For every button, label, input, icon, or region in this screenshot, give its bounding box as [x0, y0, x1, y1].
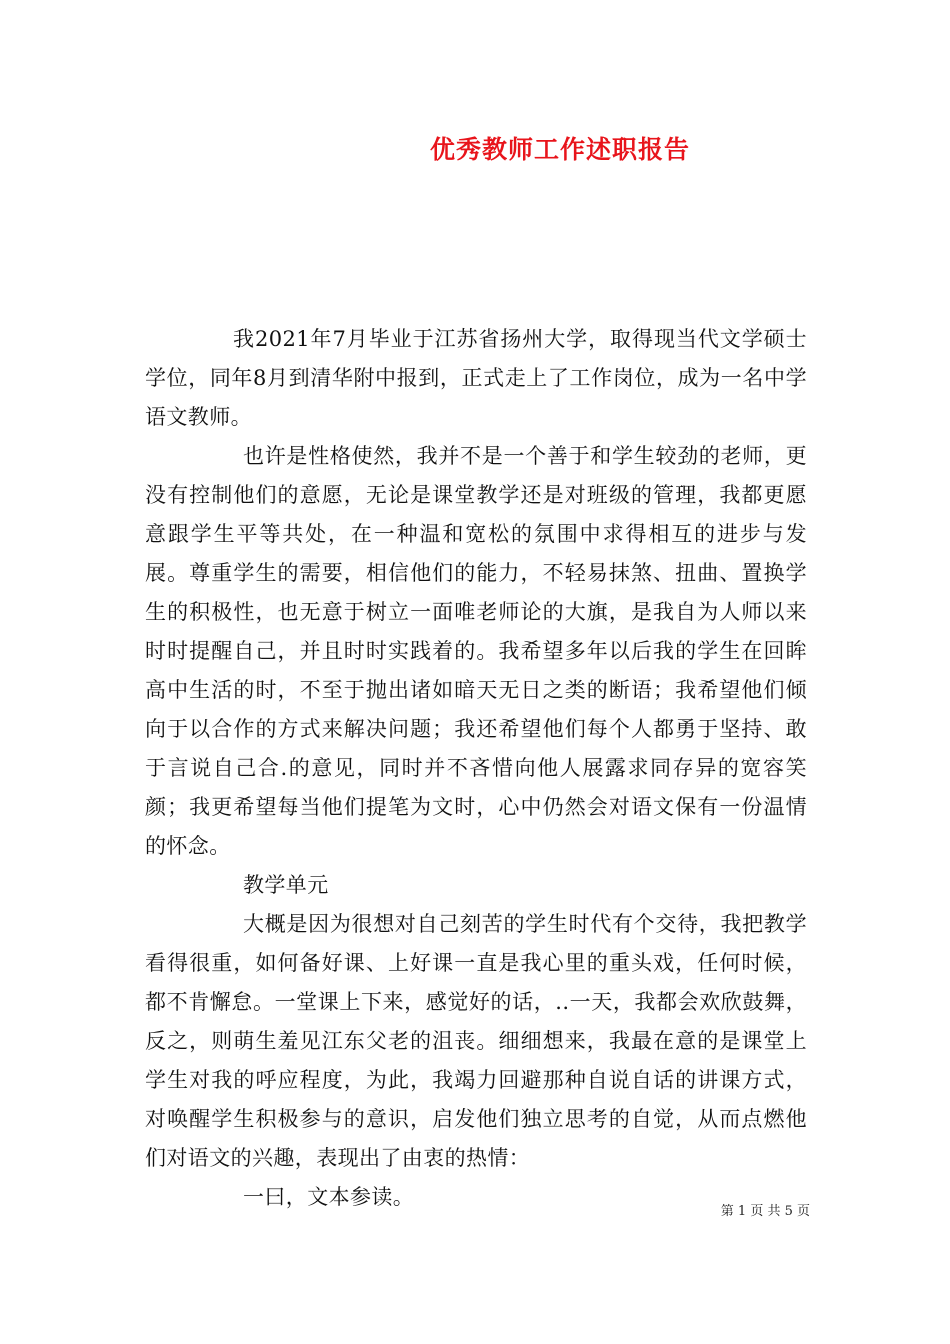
section-heading: 教学单元 — [243, 873, 329, 897]
paragraph-philosophy: 也许是性格使然，我并不是一个善于和学生较劲的老师，更没有控制他们的意愿，无论是课堂教学还是对班级的管理，我都更愿意跟学生平等共处，在一种温和宽松的氛围中求得相互的进步与发展。尊重学生的需要，相信他们的能力，不轻易抹煞、扭曲、置换学生的积极性，也无意于树立一面唯老师论的大旗，是我自为人师以来时时提醒自己，并且时时实践着的。我希望多年以后我的学生在回眸高中生活的时，不至于抛出诸如暗天无日之类的断语；我希望他们倾向于以合作的方式来解决问题；我还希望他们每个人都勇于坚持、敢于言说自己合.的意见，同时并不吝惜向他人展露求同存异的宽容笑颜；我更希望每当他们提笔为文时，心中仍然会对语文保有一份温情的怀念。 — [145, 444, 807, 858]
paragraph-teaching: 大概是因为很想对自己刻苦的学生时代有个交待，我把教学看得很重，如何备好课、上好课一直是我心里的重头戏，任何时候，都不肯懈怠。一堂课上下来，感觉好的话，..一天，我都会欢欣鼓舞，反之，则萌生羞见江东父老的沮丧。细细想来，我最在意的是课堂上学生对我的呼应程度，为此，我竭力回避那种自说自话的讲课方式，对唤醒学生积极参与的意识，启发他们独立思考的自觉，从而点燃他们对语文的兴趣，表现出了由衷的热情： — [145, 912, 807, 1170]
paragraph-point-one: 一曰，文本参读。 — [243, 1185, 415, 1209]
paragraph-intro: 我2021年7月毕业于江苏省扬州大学，取得现当代文学硕士学位，同年8月到清华附中报到，正式走上了工作岗位，成为一名中学语文教师。 — [145, 327, 807, 429]
page-number: 第 1 页 共 5 页 — [720, 1204, 810, 1219]
page-title: 优秀教师工作述职报告 — [429, 135, 690, 164]
document-body — [145, 320, 807, 1217]
